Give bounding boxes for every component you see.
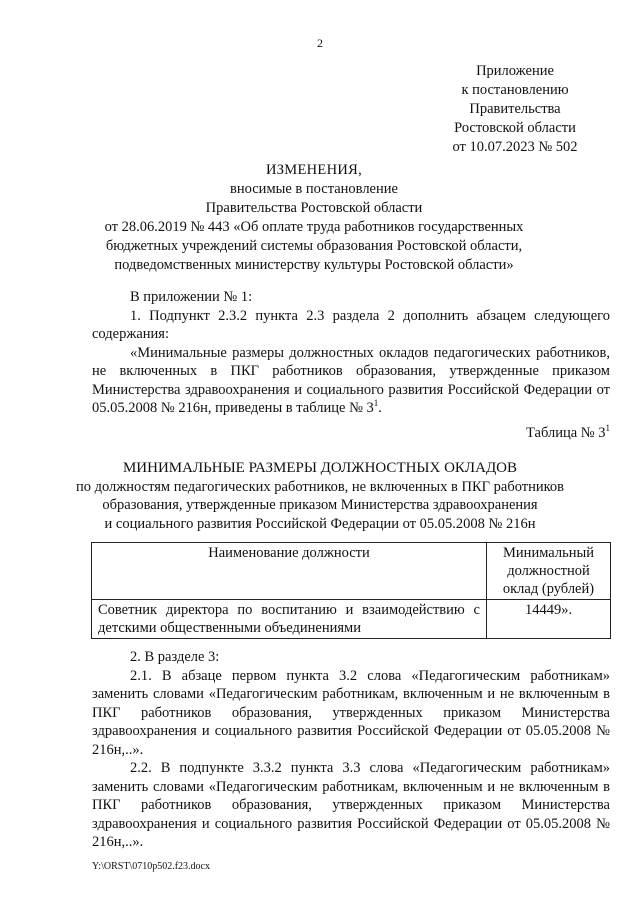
- title-line: от 28.06.2019 № 443 «Об оплате труда работников государственных: [104, 219, 524, 235]
- page-number: 2: [317, 36, 323, 50]
- quote-end: .: [378, 400, 382, 416]
- title-line: вносимые в постановление: [230, 181, 398, 197]
- quote-text: «Минимальные размеры должностных окладов педагогических работников, не включенных в ПКГ работников образования, утвержденные приказом Министерства здравоохранения и социального развития Российской Федерации от 05.05.2008 № 216н, приведены в таблице № 3: [92, 344, 610, 416]
- table-row: [92, 600, 611, 639]
- section-2-intro: 2. В разделе 3:: [130, 649, 220, 665]
- table-caption-text: Таблица № 3: [526, 425, 606, 441]
- title-main: ИЗМЕНЕНИЯ,: [265, 162, 363, 178]
- table-title-line: по должностям педагогических работников, не включенных в ПКГ работников: [75, 478, 565, 495]
- title-line: подведомственных министерству культуры Ростовской области»: [114, 257, 514, 273]
- section-1-item-1: 1. Подпункт 2.3.2 пункта 2.3 раздела 2 дополнить абзацем следующего содержания:: [92, 307, 610, 342]
- table-header-row: [92, 543, 611, 600]
- header-position-name: Наименование должности: [92, 543, 487, 600]
- section-2-item-2: 2.2. В подпункте 3.3.2 пункта 3.3 слова «Педагогическим работникам» заменить словами «Педагогическим работникам, включенным и не включенным в ПКГ работников образования, утвержденных приказом Министерства здравоохранения и социального развития Российской Федерации от 05.05.2008 № 216н,..».: [92, 760, 610, 850]
- appendix-line: от 10.07.2023 № 502: [452, 139, 578, 155]
- section-2: [92, 648, 610, 852]
- cell-min-salary: 14449».: [487, 600, 611, 639]
- quote-superscript: 1: [373, 398, 379, 408]
- section-2-item-1: 2.1. В абзаце первом пункта 3.2 слова «Педагогическим работникам» заменить словами «Педагогическим работникам, включенным и не включенным в ПКГ работников образования, утвержденных приказом Министерства здравоохранения и социального развития Российской Федерации от 05.05.2008 № 216н,..».: [92, 667, 610, 758]
- title-line: бюджетных учреждений системы образования Ростовской области,: [105, 238, 523, 254]
- appendix-line: Ростовской области: [454, 120, 576, 136]
- table-title-line: образования, утвержденные приказом Министерства здравоохранения: [102, 497, 538, 513]
- document-title: [92, 161, 536, 275]
- cell-position-name: Советник директора по воспитанию и взаимодействию с детскими общественными объединениями: [92, 600, 487, 639]
- appendix-line: Правительства: [469, 101, 561, 117]
- table-caption: [526, 425, 610, 442]
- header-min-salary: Минимальный должностной оклад (рублей): [487, 543, 611, 600]
- title-line: Правительства Ростовской области: [205, 200, 423, 216]
- table-title-line: и социального развития Российской Федерации от 05.05.2008 № 216н: [104, 515, 536, 532]
- appendix-line: к постановлению: [461, 82, 569, 98]
- appendix-line: Приложение: [476, 63, 554, 79]
- section-1-intro: В приложении № 1:: [130, 289, 253, 305]
- section-1: [92, 288, 610, 418]
- table-caption-superscript: 1: [605, 423, 610, 433]
- rates-table: [91, 542, 611, 639]
- file-path-footer: Y:\ORST\0710p502.f23.docx: [92, 861, 210, 872]
- appendix-header: [430, 62, 600, 157]
- table-title: [70, 459, 570, 533]
- table-title-main: МИНИМАЛЬНЫЕ РАЗМЕРЫ ДОЛЖНОСТНЫХ ОКЛАДОВ: [122, 460, 518, 476]
- section-1-quote: [92, 344, 610, 418]
